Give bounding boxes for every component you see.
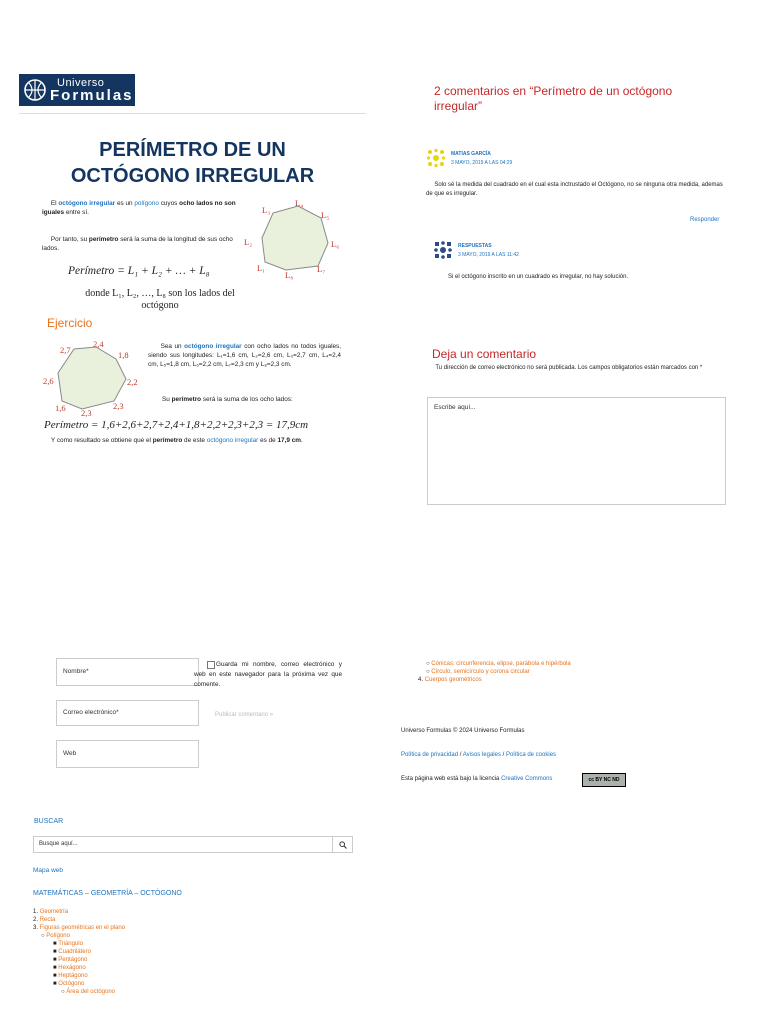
menu-item-2: 2. Recta bbox=[33, 917, 56, 923]
menu-link-circulo[interactable]: Círculo, semicírculo y corona circular bbox=[431, 669, 530, 675]
search-input[interactable] bbox=[33, 836, 333, 853]
formula-general: Perímetro = L₁ + L₂ + … + L₈ bbox=[68, 265, 210, 277]
fig1-label-l3: L₃ bbox=[262, 205, 271, 215]
menu-item-poligono: ○ Polígono bbox=[41, 933, 70, 939]
perimeter-paragraph: Por tanto, su perímetro será la suma de la longitud de sus ocho lados. bbox=[42, 236, 233, 252]
fig2-label-16: 1,6 bbox=[55, 403, 66, 413]
leave-comment-heading: Deja un comentario bbox=[432, 347, 537, 361]
email-field[interactable] bbox=[56, 700, 199, 726]
menu-link-cuerpos[interactable]: Cuerpos geométricos bbox=[424, 677, 482, 683]
menu-item-1: 1. Geometría bbox=[33, 909, 69, 915]
search-button[interactable] bbox=[333, 836, 353, 853]
fig2-label-22: 2,2 bbox=[127, 377, 138, 387]
formula-result: Perímetro = 1,6+2,6+2,7+2,4+1,8+2,2+2,3+2,3 = 17,9cm bbox=[44, 419, 309, 431]
name-field[interactable] bbox=[56, 658, 199, 686]
menu-link-hexagono[interactable]: Hexágono bbox=[58, 965, 86, 971]
web-field[interactable] bbox=[56, 740, 199, 768]
comment-textarea-placeholder: Escribe aquí... bbox=[434, 404, 476, 411]
intro-paragraph: El octógono irregular es un polígono cuyos ocho lados no son iguales entre sí. bbox=[42, 200, 236, 216]
formula-description: donde L₁, L₂, …, L₈ son los lados del octógono bbox=[85, 288, 235, 311]
cc-license-badge-icon[interactable]: cc BY NC ND bbox=[582, 773, 626, 787]
sitemap-link[interactable]: Mapa web bbox=[33, 867, 63, 874]
search-heading: BUSCAR bbox=[34, 818, 64, 825]
comment-date-1[interactable]: 3 MAYO, 2019 A LAS 04:29 bbox=[451, 160, 513, 166]
footer-license: Esta página web está bajo la licencia Creative Commons bbox=[401, 776, 553, 782]
comments-heading: 2 comentarios en “Perímetro de un octógono irregular” bbox=[434, 84, 673, 113]
fig2-label-23a: 2,3 bbox=[113, 401, 124, 411]
ejercicio-heading: Ejercicio bbox=[47, 316, 93, 330]
topic-menu bbox=[33, 908, 333, 996]
avatar-respuestas bbox=[433, 240, 453, 260]
menu-link-area-octogono[interactable]: Área del octógono bbox=[66, 989, 115, 995]
sum-paragraph: Su perímetro será la suma de los ocho lados: bbox=[162, 396, 293, 403]
logo-text-top: Universo bbox=[57, 77, 105, 89]
menu-link-heptagono[interactable]: Heptágono bbox=[58, 973, 88, 979]
fig2-label-26: 2,6 bbox=[43, 376, 54, 386]
footer-legal-links: Política de privacidad / Avisos legales / Política de cookies bbox=[401, 752, 557, 758]
privacy-link[interactable]: Política de privacidad bbox=[401, 752, 459, 758]
fig2-label-27: 2,7 bbox=[60, 345, 71, 355]
email-field-placeholder: Correo electrónico* bbox=[63, 709, 119, 716]
legal-link[interactable]: Avisos legales bbox=[462, 752, 501, 758]
comment-text-2: Si el octógono inscrito en un cuadrado es irregular, no hay solución. bbox=[448, 274, 629, 280]
comment-textarea[interactable] bbox=[427, 397, 726, 505]
header-divider bbox=[19, 113, 366, 114]
menu-item-3: 3. Figuras geométricas en el plano bbox=[33, 925, 126, 931]
comment-author-2[interactable]: RESPUESTAS bbox=[458, 243, 492, 249]
fig2-label-23b: 2,3 bbox=[81, 408, 92, 418]
link-octogono-irregular-2[interactable]: octógono irregular bbox=[184, 343, 242, 350]
reply-link[interactable]: Responder bbox=[690, 217, 720, 223]
submit-comment-button[interactable]: Publicar comentario » bbox=[215, 712, 274, 718]
creative-commons-link[interactable]: Creative Commons bbox=[501, 776, 553, 782]
menu-link-geometria[interactable]: Geometría bbox=[39, 909, 69, 915]
ejercicio-paragraph: Sea un octógono irregular con ocho lados no todos iguales, siendo sus longitudes: L₁=1,6 cm, L₂=2,6 cm, L₃=2,7 cm, L₄=2,4 cm, L₅=1,8 cm, L₆=2,2 cm, L₇=2,3 cm y L₈=2,3 cm. bbox=[148, 343, 342, 368]
fig2-label-24: 2,4 bbox=[93, 339, 104, 349]
comment-text-1: Solo sé la medida del cuadrado en el cual esta inctrustado el Octógono, no se ninguna otra medida, ademas de que es irregular. bbox=[426, 182, 723, 197]
link-octogono-irregular[interactable]: octógono irregular bbox=[58, 200, 116, 207]
footer-copyright: Universo Formulas © 2024 Universo Formulas bbox=[401, 728, 525, 734]
link-octogono-irregular-3[interactable]: octógono irregular bbox=[206, 437, 259, 444]
email-notice: Tu dirección de correo electrónico no será publicada. Los campos obligatorios están marcados con * bbox=[435, 365, 703, 371]
fig1-label-l5: L₅ bbox=[321, 210, 330, 220]
fig1-label-l1: L₁ bbox=[257, 263, 266, 273]
menu-link-triangulo[interactable]: Triángulo bbox=[58, 941, 83, 947]
result-paragraph: Y como resultado se obtiene que el perímetro de este octógono irregular es de 17,9 cm. bbox=[50, 437, 303, 444]
menu-link-pentagono[interactable]: Pentágono bbox=[58, 957, 88, 963]
fig1-label-l2: L₂ bbox=[244, 237, 253, 247]
site-logo[interactable] bbox=[19, 74, 135, 106]
save-info-label: Guarda mi nombre, correo electrónico y web en este navegador para la próxima vez que comente. bbox=[194, 661, 342, 688]
page-title: PERÍMETRO DE UN OCTÓGONO IRREGULAR bbox=[70, 139, 315, 187]
link-poligono[interactable]: polígono bbox=[134, 200, 159, 207]
menu-link-octogono[interactable]: Octógono bbox=[58, 981, 85, 987]
menu-link-cuadrilatero[interactable]: Cuadrilátero bbox=[58, 949, 91, 955]
menu-sub-poligono: ■ Triángulo ■ Cuadrilátero ■ Pentágono ■ Hexágono ■ Heptágono ■ Octógono ○ Área del octógono bbox=[53, 941, 115, 995]
fig1-label-l7: L₇ bbox=[317, 264, 326, 274]
fig2-label-18: 1,8 bbox=[118, 350, 129, 360]
search-input-placeholder: Busque aquí... bbox=[39, 841, 78, 847]
menu-heading: MATEMÁTICAS – GEOMETRÍA – OCTÓGONO bbox=[33, 890, 182, 897]
menu-link-poligono[interactable]: Polígono bbox=[46, 933, 70, 939]
name-field-placeholder: Nombre* bbox=[63, 668, 89, 675]
menu-link-figuras[interactable]: Figuras geométricas en el plano bbox=[39, 925, 126, 931]
menu-link-conicas[interactable]: Cónicas: circunferencia, elipse, parábola e hipérbola bbox=[431, 661, 571, 667]
search-icon bbox=[339, 841, 347, 849]
comment-date-2[interactable]: 3 MAYO, 2019 A LAS 11:42 bbox=[458, 252, 519, 258]
fig1-label-l6: L₆ bbox=[331, 239, 340, 249]
topic-menu-continued: ○ Cónicas: circunferencia, elipse, parábola e hipérbola ○ Círculo, semicírculo y corona circular 4. Cuerpos geométricos bbox=[418, 661, 571, 683]
fig1-label-l4: L₄ bbox=[295, 198, 304, 208]
web-field-placeholder: Web bbox=[63, 750, 77, 757]
logo-text-bottom: Formulas bbox=[50, 87, 134, 104]
comment-author-1[interactable]: MATIAS GARCÍA bbox=[451, 151, 491, 157]
avatar-matias bbox=[426, 148, 446, 168]
fig1-label-l8: L₈ bbox=[285, 270, 294, 280]
menu-link-recta[interactable]: Recta bbox=[39, 917, 56, 923]
cookies-link[interactable]: Política de cookies bbox=[506, 752, 557, 758]
globe-logo-icon bbox=[23, 78, 47, 102]
